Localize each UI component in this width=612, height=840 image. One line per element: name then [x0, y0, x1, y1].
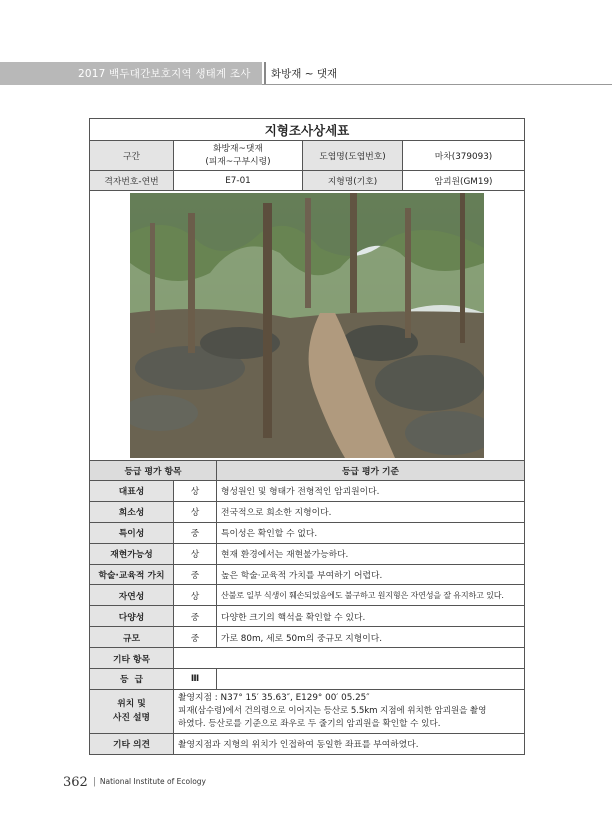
location-coordinates: 촬영지점 : N37° 15′ 35.63″, E129° 00′ 05.25″	[178, 692, 370, 703]
location-description	[174, 689, 525, 733]
site-photo-graphic	[130, 193, 484, 458]
header-series-title: 2017 백두대간보호지역 생태계 조사	[78, 68, 251, 80]
grading-item-grade: 중	[174, 564, 217, 585]
location-text-line1: 피재(삼수령)에서 건의령으로 이어지는 등산로 5.5km 지점에 위치한 암괴원을 촬영	[178, 705, 487, 716]
page-number: 362	[63, 775, 88, 790]
landform-label: 지형명(기호)	[303, 171, 403, 191]
grading-item-criteria: 가로 80m, 세로 50m의 중규모 지형이다.	[217, 627, 525, 648]
other-items-label: 기타 항목	[90, 648, 174, 669]
footer-separator: |	[92, 777, 96, 787]
grid-row	[90, 171, 525, 191]
grading-row	[90, 627, 525, 648]
grading-item-name: 희소성	[90, 501, 174, 522]
header-rule	[262, 84, 612, 85]
grading-item-name: 다양성	[90, 606, 174, 627]
grade-label: 등 급	[90, 669, 174, 690]
location-row	[90, 689, 525, 733]
landform-value: 암괴원(GM19)	[403, 171, 525, 191]
footer-institution: National Institute of Ecology	[99, 777, 206, 786]
opinion-text: 촬영지점과 지형의 위치가 인접하여 동일한 좌표를 부여하였다.	[174, 733, 525, 754]
section-value-line1: 화방재~댓재	[213, 143, 263, 154]
photo-row	[90, 191, 525, 461]
grading-item-criteria: 산불로 일부 식생이 훼손되었음에도 불구하고 원지형은 자연성을 잘 유지하고 있다.	[217, 585, 525, 606]
page-header	[0, 62, 612, 85]
grading-item-name: 학술·교육적 가치	[90, 564, 174, 585]
grading-item-name: 특이성	[90, 522, 174, 543]
grade-row	[90, 669, 525, 690]
location-label-line2: 사진 설명	[112, 713, 151, 724]
header-section-title: 화방재 ~ 댓재	[271, 68, 338, 80]
grading-item-criteria: 다양한 크기의 핵석을 확인할 수 있다.	[217, 606, 525, 627]
photo-cell	[90, 191, 525, 461]
grading-item-header: 등급 평가 항목	[90, 461, 217, 481]
grading-item-criteria: 형성원인 및 형태가 전형적인 암괴원이다.	[217, 481, 525, 502]
grading-item-grade: 상	[174, 481, 217, 502]
grading-item-grade: 중	[174, 522, 217, 543]
section-value	[174, 141, 303, 171]
map-sheet-label: 도엽명(도엽번호)	[303, 141, 403, 171]
grading-row	[90, 481, 525, 502]
grid-label: 격자번호-연번	[90, 171, 174, 191]
grading-item-name: 자연성	[90, 585, 174, 606]
other-items-value	[174, 648, 525, 669]
grading-item-grade: 상	[174, 543, 217, 564]
grading-item-grade: 중	[174, 627, 217, 648]
grading-item-criteria: 현재 환경에서는 재현불가능하다.	[217, 543, 525, 564]
grading-item-criteria: 전국적으로 희소한 지형이다.	[217, 501, 525, 522]
opinion-label: 기타 의견	[90, 733, 174, 754]
section-value-line2: (피재~구부시령)	[205, 156, 271, 167]
grid-value: E7-01	[174, 171, 303, 191]
grading-row	[90, 501, 525, 522]
grading-row	[90, 522, 525, 543]
location-label	[90, 689, 174, 733]
grading-item-criteria: 높은 학술·교육적 가치를 부여하기 어렵다.	[217, 564, 525, 585]
location-label-line1: 위치 및	[117, 699, 146, 710]
grading-item-grade: 상	[174, 585, 217, 606]
grading-criteria-header: 등급 평가 기준	[217, 461, 525, 481]
grading-item-grade: 중	[174, 606, 217, 627]
header-divider	[264, 62, 266, 85]
opinion-row	[90, 733, 525, 754]
location-text-line2: 하였다. 등산로를 기준으로 좌우로 두 줄기의 암괴원을 확인할 수 있다.	[178, 718, 441, 729]
grading-row	[90, 606, 525, 627]
grading-item-name: 규모	[90, 627, 174, 648]
table-title: 지형조사상세표	[90, 119, 525, 141]
map-sheet-value: 마차(379093)	[403, 141, 525, 171]
grade-empty	[217, 669, 525, 690]
grading-item-name: 재현가능성	[90, 543, 174, 564]
grading-item-grade: 상	[174, 501, 217, 522]
site-photo	[130, 193, 484, 458]
grading-row	[90, 543, 525, 564]
grading-row	[90, 585, 525, 606]
grading-row	[90, 564, 525, 585]
other-items-row	[90, 648, 525, 669]
grade-value: Ⅲ	[174, 669, 217, 690]
header-series-band	[0, 62, 262, 85]
grading-item-name: 대표성	[90, 481, 174, 502]
table-title-row	[90, 119, 525, 141]
grading-item-criteria: 특이성은 확인할 수 없다.	[217, 522, 525, 543]
grading-header-row	[90, 461, 525, 481]
section-label: 구간	[90, 141, 174, 171]
page-footer	[63, 771, 206, 790]
section-row	[90, 141, 525, 171]
landform-survey-table	[89, 118, 525, 755]
